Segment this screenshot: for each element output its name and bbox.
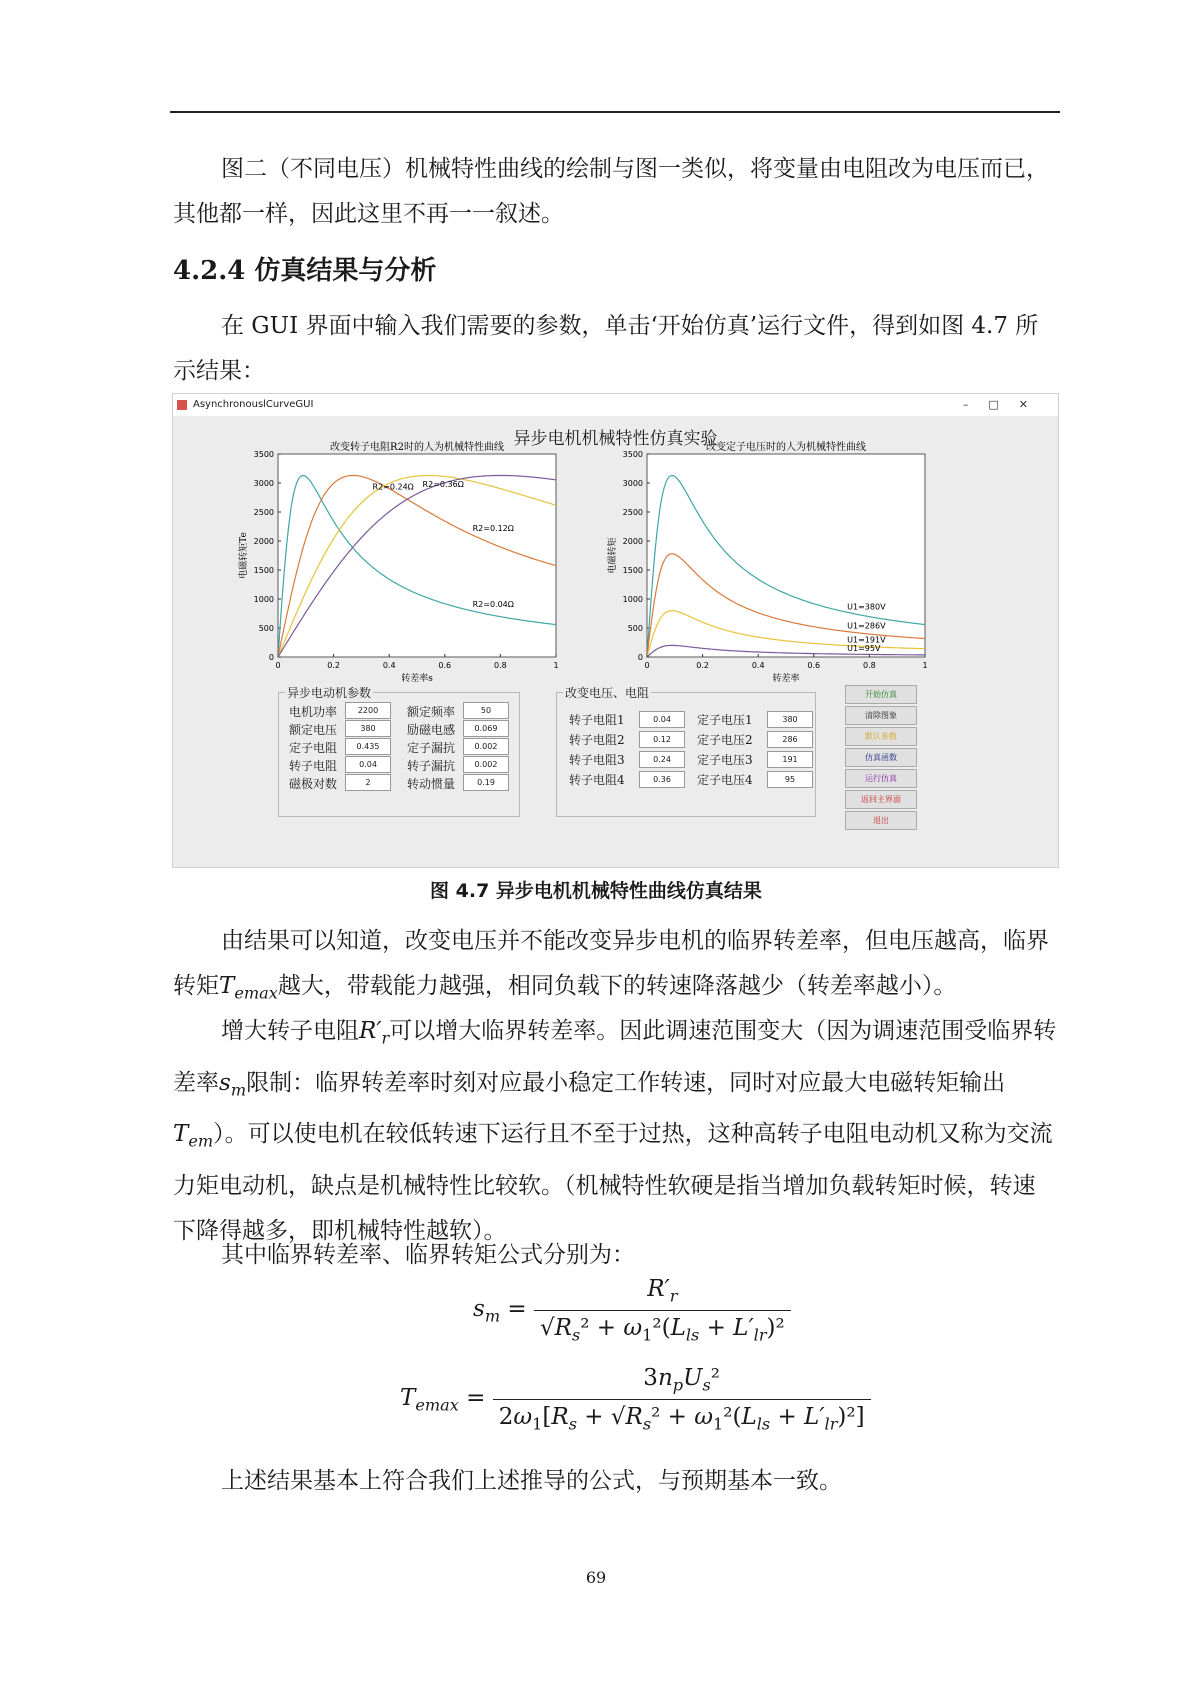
series-label: R2=0.36Ω [422, 480, 464, 490]
param-input[interactable]: 0.19 [463, 774, 509, 791]
gui-button[interactable]: 清除图象 [845, 706, 917, 725]
change-input[interactable]: 286 [767, 731, 813, 748]
gui-button[interactable]: 返回主界面 [845, 790, 917, 809]
change-input[interactable]: 0.24 [639, 751, 685, 768]
y-tick-label: 3000 [622, 479, 643, 488]
x-tick-label: 0.8 [494, 661, 507, 670]
series-label: U1=95V [847, 644, 881, 654]
y-axis-label: 电磁转矩Te [239, 532, 249, 579]
param-input[interactable]: 0.435 [345, 738, 391, 755]
param-label: 额定电压 [289, 723, 338, 737]
window-title: AsynchronouslCurveGUI [193, 399, 314, 410]
paragraph-3: 由结果可以知道，改变电压并不能改变异步电机的临界转差率，但电压越高，临界转矩$T_{emax}$越大，带载能力越强，相同负载下的转速降落越少（转差率越小）。 [173, 928, 1049, 1003]
param-input[interactable]: 50 [463, 702, 509, 719]
y-tick-label: 2500 [622, 508, 643, 517]
param-input[interactable]: 380 [345, 720, 391, 737]
x-tick-label: 0.4 [382, 661, 396, 670]
motor-params-group [278, 686, 520, 817]
gui-button[interactable]: 仿真函数 [845, 748, 917, 767]
change-input[interactable]: 191 [767, 751, 813, 768]
header-rule [170, 111, 1060, 113]
formula-temax: $T_{emax}$ = $\frac{3n_pU_s^2}{2\omega_1[R_s + √R_s^2 + \omega_1^2(L_{ls} + L'_{lr})^2]}$ [400, 1365, 871, 1433]
series-label: R2=0.24Ω [372, 482, 414, 492]
x-tick-label: 0 [275, 661, 281, 670]
param-label: 额定频率 [407, 705, 456, 719]
param-label: 转子电阻 [289, 759, 338, 773]
x-tick-label: 0 [644, 661, 650, 670]
change-label: 转子电阻4 [569, 773, 625, 787]
param-input[interactable]: 2 [345, 774, 391, 791]
change-label: 转子电阻2 [569, 733, 625, 747]
paragraph-5: 其中临界转差率、临界转矩公式分别为： [221, 1242, 635, 1268]
param-input[interactable]: 0.04 [345, 756, 391, 773]
y-tick-label: 1500 [622, 566, 643, 575]
param-input[interactable]: 2200 [345, 702, 391, 719]
param-label: 转子漏抗 [407, 759, 456, 773]
gui-main-title: 异步电机机械特性仿真实验 [513, 429, 718, 449]
motor-params-title: 异步电动机参数 [287, 686, 372, 700]
formula-sm: $s_m$ = $\frac{R'_r}{√R_s^2 + \omega_1^2(L_{ls} + L'_{lr})^2}$ [473, 1276, 791, 1344]
series-label: R2=0.04Ω [472, 600, 514, 610]
x-tick-label: 0.4 [751, 661, 765, 670]
plot-area [278, 454, 556, 657]
y-tick-label: 0 [268, 653, 274, 662]
y-tick-label: 0 [637, 653, 643, 662]
param-input[interactable]: 0.002 [463, 756, 509, 773]
paragraph-2: 在 GUI 界面中输入我们需要的参数，单击‘开始仿真’运行文件，得到如图 4.7 所示结果： [173, 313, 1039, 384]
series-label: U1=191V [847, 635, 886, 645]
y-tick-label: 500 [627, 624, 643, 633]
x-tick-label: 1 [922, 661, 928, 670]
y-tick-label: 1500 [253, 566, 274, 575]
paragraph-6: 上述结果基本上符合我们上述推导的公式，与预期基本一致。 [221, 1468, 842, 1494]
paragraph-4: 增大转子电阻$R'_r$可以增大临界转差率。因此调速范围变大（因为调速范围受临界转差率$s_m$限制：临界转差率时刻对应最小稳定工作转速，同时对应最大电磁转矩输出$T_{em}$）。可以使电机在较低转速下运行且不至于过热，这种高转子电阻电动机又称为交流力矩电动机，缺点是机械特性比较软。（机械特性软硬是指当增加负载转矩时候，转速下降得越多，即机械特性越软）。 [173, 1018, 1057, 1244]
window-titlebar [173, 394, 1058, 416]
chart-title: 改变定子电压时的人为机械特性曲线 [706, 442, 866, 453]
y-tick-label: 3000 [253, 479, 274, 488]
figure-caption: 图 4.7 异步电机机械特性曲线仿真结果 [430, 880, 762, 902]
gui-button[interactable]: 运行仿真 [845, 769, 917, 788]
chart-title: 改变转子电阻R2时的人为机械特性曲线 [330, 442, 504, 453]
param-label: 励磁电感 [407, 723, 456, 737]
y-tick-label: 1000 [622, 595, 643, 604]
x-tick-label: 0.8 [863, 661, 876, 670]
x-axis-label: 转差率s [401, 674, 433, 684]
x-tick-label: 0.6 [807, 661, 821, 670]
change-label: 转子电阻1 [569, 713, 625, 727]
gui-button[interactable]: 开始仿真 [845, 685, 917, 704]
window-controls[interactable]: –□✕ [962, 398, 1048, 411]
series-label: U1=380V [847, 602, 886, 612]
y-tick-label: 3500 [622, 450, 643, 459]
x-tick-label: 0.2 [696, 661, 709, 670]
change-params-group [556, 686, 816, 817]
change-label: 转子电阻3 [569, 753, 625, 767]
y-tick-label: 2500 [253, 508, 274, 517]
change-label: 定子电压4 [697, 773, 753, 787]
change-input[interactable]: 0.36 [639, 771, 685, 788]
param-label: 转动惯量 [407, 777, 456, 791]
series-label: R2=0.12Ω [472, 524, 514, 534]
change-input[interactable]: 0.12 [639, 731, 685, 748]
param-input[interactable]: 0.002 [463, 738, 509, 755]
change-label: 定子电压2 [697, 733, 753, 747]
change-input[interactable]: 95 [767, 771, 813, 788]
matlab-icon [177, 400, 187, 410]
charts-area [173, 424, 1058, 684]
paragraph-1: 图二（不同电压）机械特性曲线的绘制与图一类似，将变量由电阻改为电压而已，其他都一样，因此这里不再一一叙述。 [173, 156, 1049, 227]
param-label: 电机功率 [289, 705, 338, 719]
change-input[interactable]: 380 [767, 711, 813, 728]
change-label: 定子电压3 [697, 753, 753, 767]
section-heading: 4.2.4 仿真结果与分析 [173, 256, 437, 286]
y-tick-label: 2000 [622, 537, 643, 546]
gui-button[interactable]: 默认参数 [845, 727, 917, 746]
change-label: 定子电压1 [697, 713, 753, 727]
y-tick-label: 3500 [253, 450, 274, 459]
x-tick-label: 1 [553, 661, 559, 670]
y-axis-label: 电磁转矩 [608, 537, 618, 574]
page-number: 69 [585, 1568, 607, 1587]
param-label: 定子电阻 [289, 741, 338, 755]
y-tick-label: 500 [258, 624, 274, 633]
series-label: U1=286V [847, 621, 886, 631]
param-input[interactable]: 0.069 [463, 720, 509, 737]
gui-window [172, 393, 1059, 868]
x-tick-label: 0.6 [438, 661, 452, 670]
gui-button[interactable]: 退出 [845, 811, 917, 830]
y-tick-label: 2000 [253, 537, 274, 546]
param-label: 定子漏抗 [407, 741, 456, 755]
x-tick-label: 0.2 [327, 661, 340, 670]
param-label: 磁极对数 [289, 777, 338, 791]
change-input[interactable]: 0.04 [639, 711, 685, 728]
x-axis-label: 转差率 [772, 674, 800, 684]
change-params-title: 改变电压、电阻 [565, 686, 650, 700]
y-tick-label: 1000 [253, 595, 274, 604]
